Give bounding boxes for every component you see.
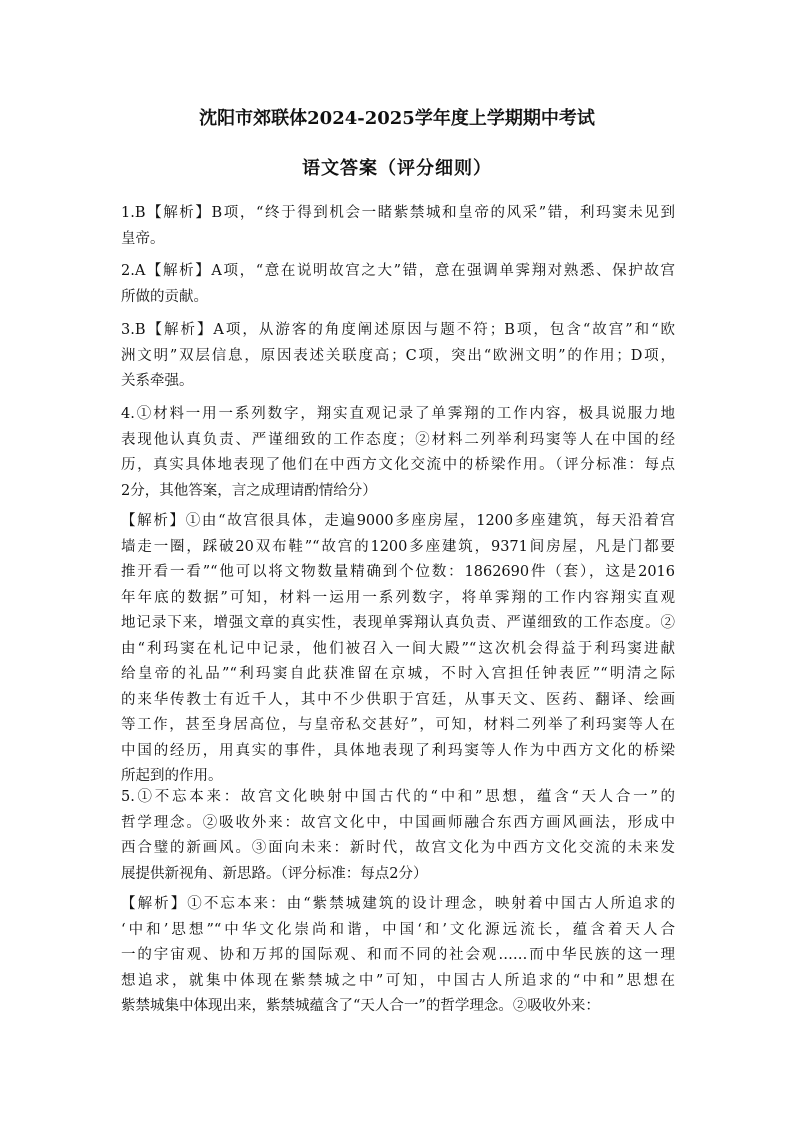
text-line: 2分，其他答案，言之成理请酌情给分）	[121, 482, 377, 499]
text-line: 紫禁城集中体现出来，紫禁城蕴含了“天人合一”的哲学理念。②吸收外来：	[121, 998, 600, 1014]
text-line: 地记录下来，增强文章的真实性，表现单霁翔认真负责、严谨细致的工作态度。②	[121, 615, 675, 631]
answer-q1	[121, 201, 675, 252]
text-line: 西合璧的新画风。③面向未来：新时代，故宫文化为中西方文化交流的未来发	[121, 840, 675, 856]
text-line: 的来华传教士有近千人，其中不少供职于宫廷，从事天文、医药、翻译、绘画	[121, 691, 675, 708]
text-line: 表现他认真负责、严谨细致的工作态度；②材料二列举利玛窦等人在中国的经	[121, 431, 675, 448]
text-line: 等工作，甚至身居高位，与皇帝私交甚好”，可知，材料二列举了利玛窦等人在	[121, 717, 675, 733]
answer-q4	[121, 402, 675, 504]
text-line: 1.B【解析】B项，“终于得到机会一睹紫禁城和皇帝的风采”错，利玛窦未见到	[121, 205, 675, 221]
text-line: 【解析】①由“故宫很具体，走遍9000多座房屋，1200多座建筑，每天沿着宫	[121, 513, 675, 529]
text-line: 洲文明”双层信息，原因表述关联度高；C项，突出“欧洲文明”的作用；D项，	[121, 347, 675, 364]
answer-q3	[121, 318, 675, 395]
text-line: 年年底的数据”可知，材料一运用一系列数字，将单霁翔的工作内容翔实直观	[121, 589, 675, 606]
text-line: ‘中和’思想”“中华文化崇尚和谐，中国‘和’文化源远流长，蕴含着天人合	[121, 921, 675, 938]
document-title: 沈阳市郊联体2024-2025学年度上学期期中考试	[199, 108, 595, 129]
answer-q5	[121, 785, 675, 887]
text-line: 所起到的作用。	[121, 768, 223, 784]
text-line: 历，真实具体地表现了他们在中西方文化交流中的桥梁作用。（评分标准：每点	[121, 457, 675, 473]
answer-q2	[121, 259, 675, 310]
text-line: 想追求，就集中体现在紫禁城之中”可知，中国古人所追求的“中和”思想在	[121, 972, 675, 989]
analysis-q4	[121, 509, 675, 790]
text-line: 哲学理念。②吸收外来：故宫文化中，中国画师融合东西方画风画法，形成中	[121, 814, 675, 831]
text-line: 由“利玛窦在札记中记录，他们被召入一间大殿”“这次机会得益于利玛窦进献	[121, 640, 675, 657]
text-line: 墙走一圈，踩破20双布鞋”“故宫的1200多座建筑，9371间房屋，凡是门都要	[121, 538, 675, 555]
text-line: 3.B【解析】A项，从游客的角度阐述原因与题不符；B项，包含“故宫”和“欧	[121, 322, 675, 338]
text-line: 推开看一看”“他可以将文物数量精确到个位数：1862690件（套），这是2016	[121, 564, 675, 580]
text-line: 5.①不忘本来：故宫文化映射中国古代的“中和”思想，蕴含“天人合一”的	[121, 789, 675, 805]
text-line: 2.A【解析】A项，“意在说明故宫之大”错，意在强调单霁翔对熟悉、保护故宫	[121, 263, 675, 279]
text-line: 给皇帝的礼品”“利玛窦自此获准留在京城，不时入宫担任钟表匠”“明清之际	[121, 666, 675, 682]
text-line: 关系牵强。	[121, 373, 194, 389]
text-line: 一的宇宙观、协和万邦的国际观、和而不同的社会观……而中华民族的这一理	[121, 947, 675, 963]
text-line: 展提供新视角、新思路。（评分标准：每点2分）	[121, 865, 428, 882]
text-line: 皇帝。	[121, 230, 165, 247]
text-line: 4.①材料一用一系列数字，翔实直观记录了单霁翔的工作内容，极具说服力地	[121, 406, 675, 422]
text-line: 中国的经历，用真实的事件，具体地表现了利玛窦等人作为中西方文化的桥梁	[121, 742, 675, 759]
analysis-q5	[121, 892, 675, 1020]
document-subtitle: 语文答案（评分细则）	[302, 158, 492, 179]
text-line: 【解析】①不忘本来：由“紫禁城建筑的设计理念，映射着中国古人所追求的	[121, 896, 675, 912]
text-line: 所做的贡献。	[121, 288, 208, 305]
